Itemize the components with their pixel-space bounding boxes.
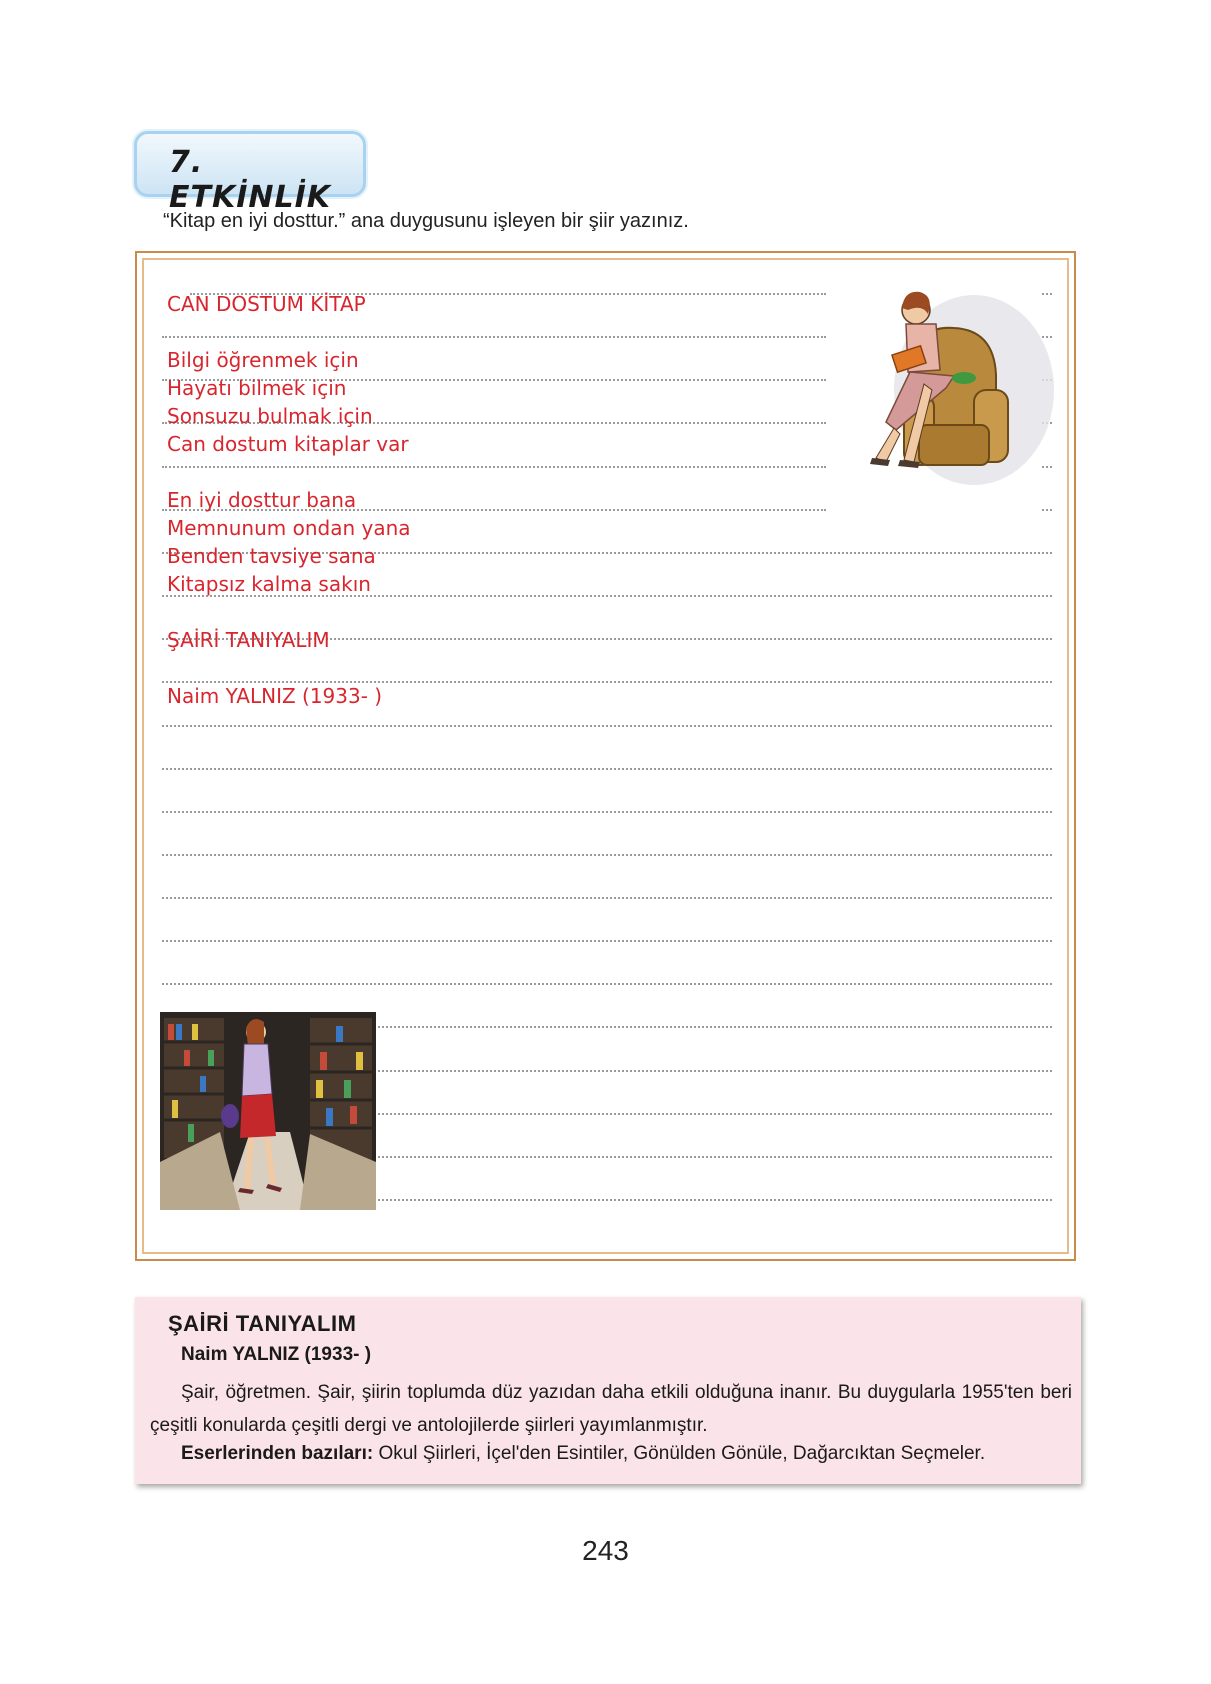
poem-line: Memnunum ondan yana [167,516,411,540]
poem-poet-line: Naim YALNIZ (1933- ) [167,684,383,708]
bookstore-illustration [160,1012,376,1210]
activity-badge-label: 7. ETKİNLİK [169,145,331,215]
poem-answer [167,290,411,710]
works-label: Eserlerinden bazıları: [181,1443,374,1464]
poet-info-works [181,1443,985,1465]
poet-info-title: ŞAİRİ TANIYALIM [168,1311,357,1336]
poet-info-name: Naim YALNIZ (1933- ) [181,1344,372,1365]
writing-line [162,897,1052,899]
poem-poet-heading: ŞAİRİ TANIYALIM [167,628,330,652]
poem-line: Kitapsız kalma sakın [167,572,371,596]
writing-line [378,1156,1052,1158]
activity-instruction: “Kitap en iyi dosttur.” ana duygusunu işleyen bir şiir yazınız. [163,210,689,232]
writing-line [162,768,1052,770]
writing-line [1042,509,1052,511]
writing-line [162,983,1052,985]
activity-badge [134,131,366,215]
poet-info-bio: Şair, öğretmen. Şair, şiirin toplumda düz yazıdan daha etkili olduğuna inanır. Bu duygularla 1955'ten beri çeşitli konularda çeşitli dergi ve antolojilerde şiirleri yayımlanmıştır. [150,1382,1072,1436]
page-number: 243 [582,1535,629,1566]
woman-reading-illustration [824,280,1056,500]
poem-line: En iyi dosttur bana [167,488,357,512]
poem-line: Bilgi öğrenmek için [167,348,359,372]
poem-line: Can dostum kitaplar var [167,432,409,456]
writing-line [162,811,1052,813]
writing-line [162,940,1052,942]
poem-line: Hayatı bilmek için [167,376,347,400]
works-list: Okul Şiirleri, İçel'den Esintiler, Gönülden Gönüle, Dağarcıktan Seçmeler. [373,1443,986,1464]
writing-line [162,854,1052,856]
writing-line [378,1199,1052,1201]
writing-line [162,725,1052,727]
writing-line [378,1026,1052,1028]
poem-title: CAN DOSTUM KİTAP [167,292,366,316]
writing-line [378,1113,1052,1115]
poem-line: Sonsuzu bulmak için [167,404,373,428]
poem-line: Benden tavsiye sana [167,544,376,568]
writing-line [378,1070,1052,1072]
